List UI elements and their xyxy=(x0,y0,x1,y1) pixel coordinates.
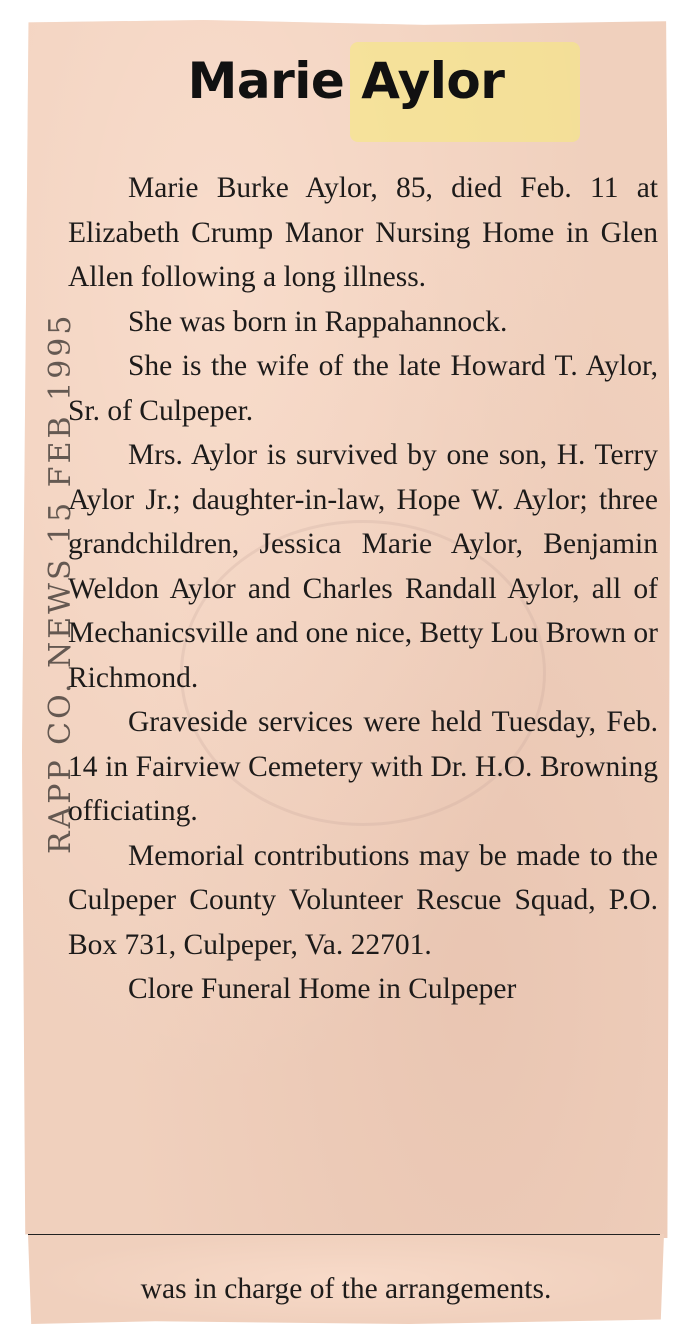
obituary-body xyxy=(68,166,658,1012)
paragraph-survivors: Mrs. Aylor is survived by one son, H. Terry Aylor Jr.; daughter-in-law, Hope W. Aylor; three grandchildren, Jessica Marie Aylor, Benjamin Weldon Aylor and Charles Randall Aylor, all of Mechanicsville and one nice, Betty Lou Brown or Richmond. xyxy=(68,439,658,694)
obituary-headline: Marie Aylor xyxy=(187,52,505,110)
paragraph-services: Graveside services were held Tuesday, Feb. 14 in Fairview Cemetery with Dr. H.O. Browning officiating. xyxy=(68,706,658,827)
continuation-text: was in charge of the arrangements. xyxy=(140,1273,552,1305)
paragraph-birthplace: She was born in Rappahannock. xyxy=(128,305,508,338)
paragraph-spouse: She is the wife of the late Howard T. Aylor, Sr. of Culpeper. xyxy=(68,350,658,427)
handwritten-source-date: RAPP CO. NEWS 15 FEB 1995 xyxy=(43,312,78,854)
paragraph-funeral-home: Clore Funeral Home in Culpeper xyxy=(128,973,517,1005)
paragraph-death: Marie Burke Aylor, 85, died Feb. 11 at Elizabeth Crump Manor Nursing Home in Glen Allen following a long illness. xyxy=(68,172,658,293)
clipping-cut-line xyxy=(28,1234,660,1235)
paragraph-memorial: Memorial contributions may be made to the Culpeper County Volunteer Rescue Squad, P.O. Box 731, Culpeper, Va. 22701. xyxy=(68,839,658,961)
